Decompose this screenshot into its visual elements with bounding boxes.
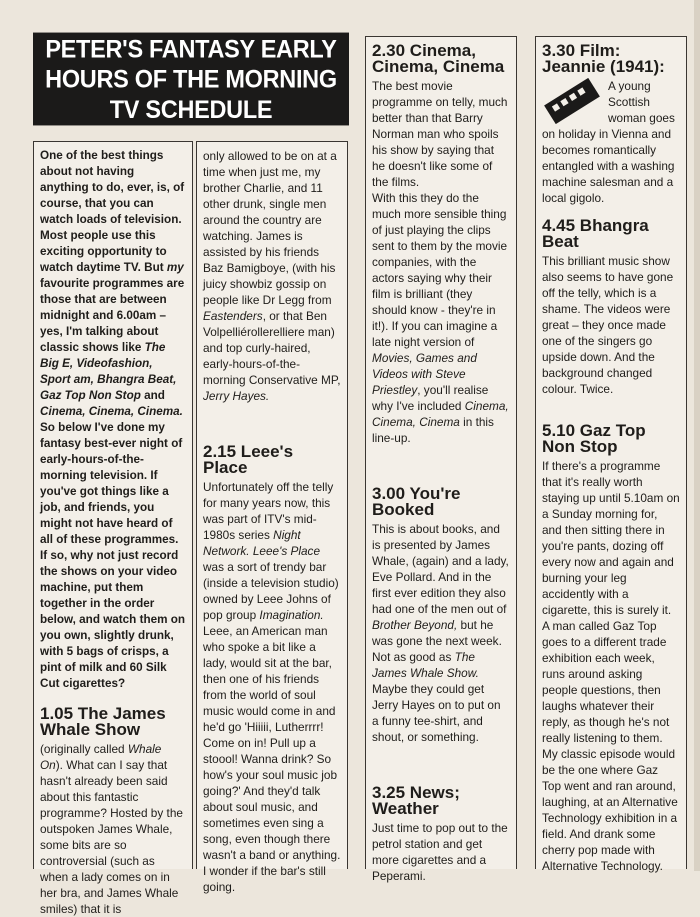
- body-james-whale-part1: (originally called Whale On). What can I say that hasn't already been said about this fantastic programme? Hosted by the outspoken James Whale, some bits are so controversial (such as when a lady comes on in her bra, and James Whale smiles) that it is: [40, 742, 183, 916]
- heading-jeannie: 3.30 Film: Jeannie (1941):: [542, 41, 665, 76]
- page-title: PETER'S FANTASY EARLY HOURS OF THE MORNING TV SCHEDULE: [33, 33, 349, 126]
- page-edge-shadow: [694, 0, 700, 871]
- body-gaz-top: If there's a programme that it's really worth staying up until 5.10am on a Sunday morning for, and then sitting there in you're pants, dozing off every now and again and burning your leg accidently with a cigarette, this is surely it. A man called Gaz Top goes to a different trade exhibition each week, runs around asking people questions, then laughs whatever their reply, as though he's not really listening to them. My classic episode would be the one where Gaz Top went and ran around, laughing, at an Alternative Technology exhibition in a field. And drank some cherry pop made with Alternative Technology.: [542, 459, 680, 873]
- heading-youre-booked: 3.00 You're Booked: [372, 484, 461, 519]
- heading-cinema: 2.30 Cinema, Cinema, Cinema: [372, 41, 505, 76]
- heading-james-whale: 1.05 The James Whale Show: [40, 704, 166, 739]
- body-leees-place: Unfortunately off the telly for many years now, this was part of ITV's mid-1980s series Night Network. Leee's Place was a sort of trendy bar (inside a television studio) owned by Leee Johns of pop group Imagination. Leee, an American man who spoke a bit like a lady, would sit at the bar, then one of his friends from the world of soul music would come in and he'd go 'Hiiiii, Lutherrrr! Come on in! Pull up a stoool! Wanna drink? So how's your soul music job going?' And they'd talk about soul music, and sometimes even sing a song, even though there wasn't a band or anything. I wonder if the bar's still going.: [203, 480, 341, 894]
- body-cinema: The best movie programme on telly, much better than that Barry Norman man who spoils his show by saying that he doesn't like some of the films. With this they do the much more sensible thing of just playing the clips sent to them by the movie companies, with the actors saying why their film is brilliant (they should know - they're in it!). If you can imagine a late night version of Movies, Games and Videos with Steve Priestley, you'll realise why I've included Cinema, Cinema, Cinema in this line-up.: [372, 79, 509, 445]
- column-1: [33, 141, 193, 916]
- heading-leees-place: 2.15 Leee's Place: [203, 442, 294, 477]
- column-2: [196, 141, 348, 894]
- heading-news-weather: 3.25 News; Weather: [372, 783, 460, 818]
- heading-gaz-top: 5.10 Gaz Top Non Stop: [542, 421, 646, 456]
- body-bhangra-beat: This brilliant music show also seems to have gone off the telly, which is a shame. The videos were great – they once made one of the singers go upside down. And the background changed colour. Twice.: [542, 254, 674, 396]
- body-jeannie: A young Scottish woman goes on holiday in Vienna and becomes romantically entangled with a washing machine salesman and a local gigolo.: [542, 79, 675, 205]
- heading-bhangra-beat: 4.45 Bhangra Beat: [542, 216, 649, 251]
- intro-text: One of the best things about not having anything to do, ever, is, of course, that you can watch loads of television. Most people use this exciting opportunity to watch daytime TV. But my favourite programmes are those that are between midnight and 6.00am – yes, I'm talking about classic shows like The Big E, Videofashion, Sport am, Bhangra Beat, Gaz Top Non Stop and Cinema, Cinema, Cinema. So below I've done my fantasy best-ever night of early-hours-of-the-morning television. If you've got things like a job, and friends, you might not have heard of all of these programmes. If so, why not just record the shows on your video machine, put them together in the order below, and watch them on you own, slightly drunk, with 5 bags of crisps, a pint of milk and 60 Silk Cut cigarettes?: [40, 149, 186, 690]
- film-ticket-icon: [542, 78, 602, 124]
- column-4: [535, 36, 687, 873]
- column-3: [365, 36, 517, 883]
- body-youre-booked: This is about books, and is presented by James Whale, (again) and a lady, Eve Pollard. And in the first ever edition they also had one of the men out of Brother Beyond, but he was gone the next week. Not as good as The James Whale Show. Maybe they could get Jerry Hayes on to put on a funny tee-shirt, and shout, or something.: [372, 522, 509, 744]
- body-james-whale-part2: only allowed to be on at a time when just me, my brother Charlie, and 11 other drunk, single men around the country are watching. James is assisted by his friends Baz Bamigboye, (with his juicy showbiz gossip on people like Dr Legg from Eastenders, or that Ben Volpelliérollerelliere man) and top curly-haired, early-hours-of-the-morning Conservative MP, Jerry Hayes.: [203, 149, 341, 403]
- body-news-weather: Just time to pop out to the petrol station and get more cigarettes and a Peperami.: [372, 821, 508, 883]
